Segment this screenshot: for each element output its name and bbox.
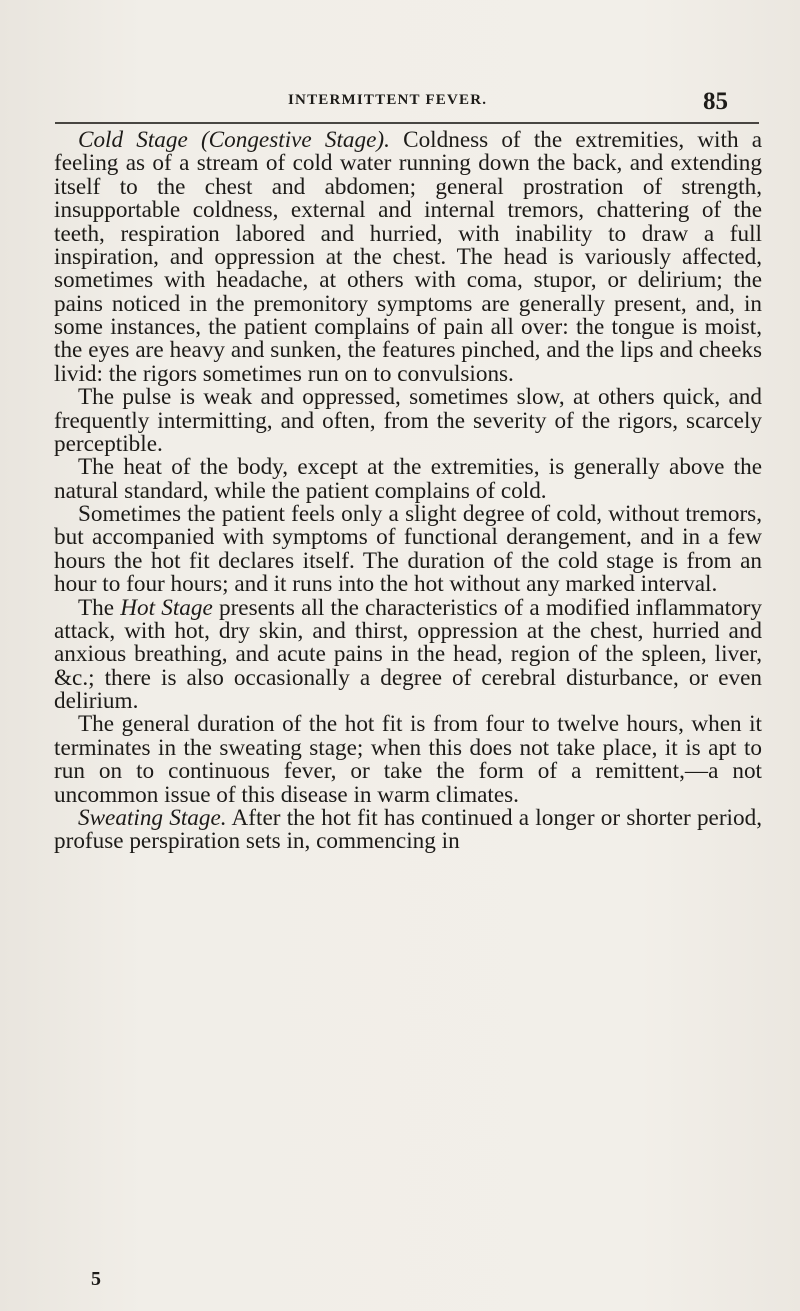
- hot-stage-heading: Hot Stage: [120, 594, 213, 621]
- body-text: [54, 129, 762, 854]
- paragraph-heat: [54, 456, 762, 503]
- paragraph-sweating-stage: [54, 804, 762, 855]
- header-rule: [55, 122, 759, 124]
- paragraph-slight-cold: [54, 503, 762, 597]
- paragraph-hot-stage: [54, 594, 762, 714]
- paragraph-cold-stage: [54, 129, 762, 386]
- paragraph-hot-duration: [54, 713, 762, 807]
- sweating-stage-text: After the hot fit has continued a longer or shorter period, profuse perspiration sets in, commencing in: [54, 804, 762, 855]
- hot-stage-text: presents all the characteristics of a modified inflammatory attack, with hot, dry skin, and thirst, oppression at the chest, hurried and anxious breathing, and acute pains in the head, region of the spleen, liver, &c.; there is also occasionally a degree of cerebral disturbance, or even delirium.: [54, 594, 762, 714]
- hot-stage-lead: The: [78, 594, 115, 621]
- signature-mark: 5: [91, 1268, 101, 1290]
- heat-text: The heat of the body, except at the extremities, is generally above the natural standard, while the patient complains of cold.: [54, 454, 762, 504]
- page-number: 85: [703, 88, 728, 115]
- sweating-stage-heading: Sweating Stage.: [78, 804, 227, 831]
- running-title: INTERMITTENT FEVER.: [288, 92, 488, 108]
- paragraph-pulse: [54, 386, 762, 456]
- slight-cold-text: Sometimes the patient feels only a slight degree of cold, without tremors, but accompanied with symptoms of functional derangement, and in a few hours the hot fit declares itself. The duration of the cold stage is from an hour to four hours; and it runs into the hot without any marked interval.: [54, 501, 762, 598]
- cold-stage-text: Coldness of the extremities, with a feeling as of a stream of cold water running down the back, and extending itself to the chest and abdomen; general prostration of strength, insupportable coldness, external and internal tremors, chattering of the teeth, respiration labored and hurried, with inability to draw a full inspiration, and oppression at the chest. The head is variously affected, sometimes with headache, at others with coma, stupor, or delirium; the pains noticed in the premonitory symptoms are generally present, and, in some instances, the patient complains of pain all over: the tongue is moist, the eyes are heavy and sunken, the features pinched, and the lips and cheeks livid: the rigors sometimes run on to convulsions.: [54, 127, 763, 387]
- hot-duration-text: The general duration of the hot fit is from four to twelve hours, when it terminates in the sweating stage; when this does not take place, it is apt to run on to continuous fever, or take the form of a remittent,—a not uncommon issue of this disease in warm climates.: [54, 711, 762, 808]
- pulse-text: The pulse is weak and oppressed, sometimes slow, at others quick, and frequently intermitting, and often, from the severity of the rigors, scarcely perceptible.: [54, 384, 762, 457]
- running-head: [0, 88, 800, 120]
- cold-stage-heading: Cold Stage (Congestive Stage).: [78, 127, 390, 153]
